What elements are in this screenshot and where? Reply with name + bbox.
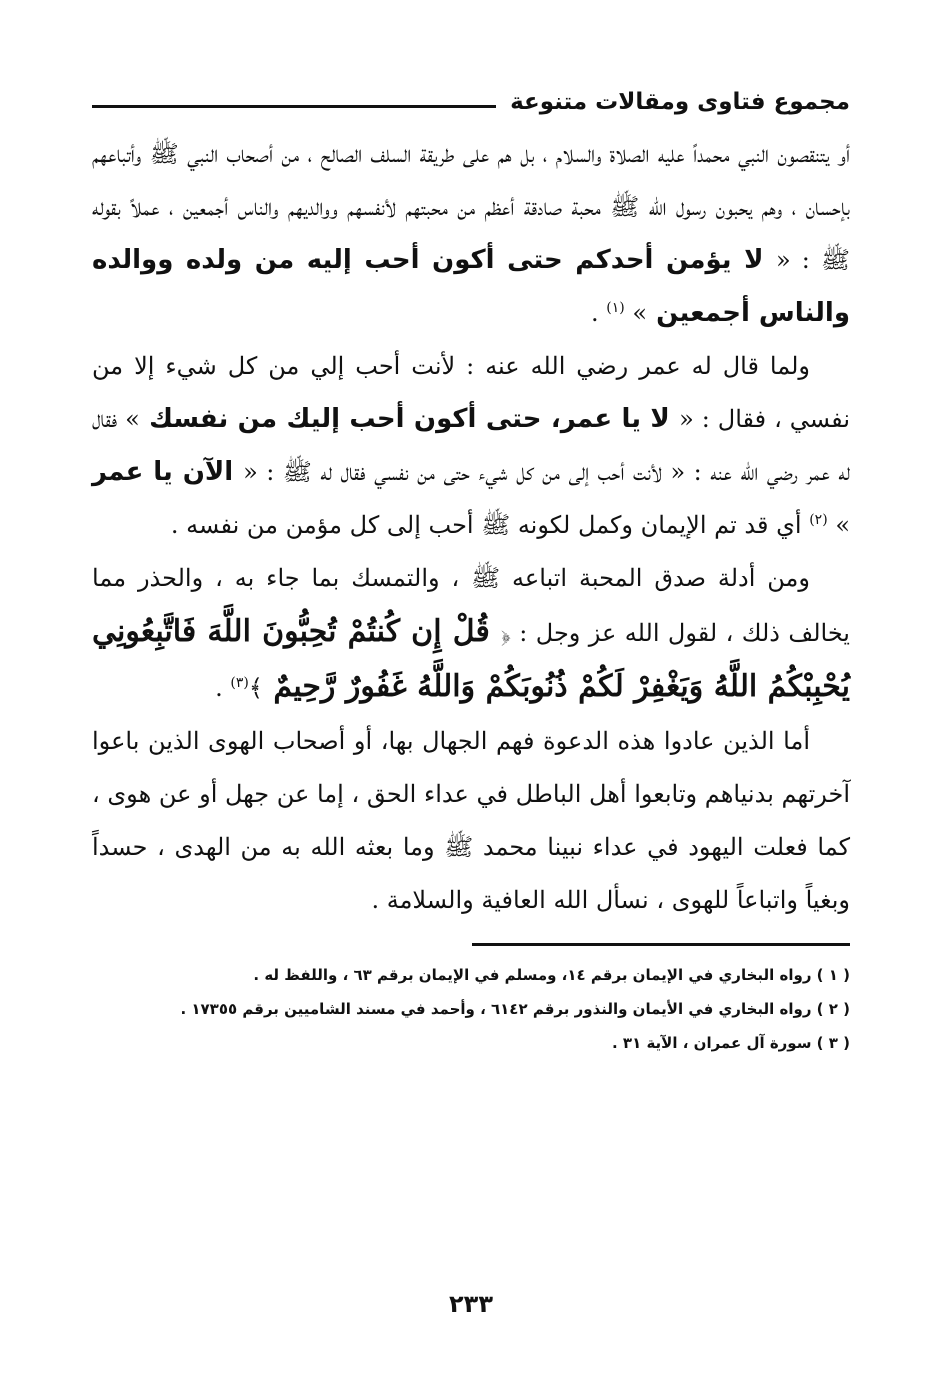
verse-close: ﴾ (248, 674, 263, 702)
paragraph-4-text: أما الذين عادوا هذه الدعوة فهم الجهال بها، أو أصحاب الهوى الذين باعوا آخرتهم بدنياهم وتابعوا أهل الباطل في عداء الحق ، إما عن جهل أو عن هوى ، كما فعلت اليهود في عداء نبينا محمد ﷺ وما بعثه الله به من الهدى ، حسداً وبغياً واتباعاً للهوى ، نسأل الله العافية والسلامة . (92, 727, 850, 914)
paragraph-3 (92, 552, 850, 715)
footnotes (92, 958, 850, 1060)
paragraph-2-end: أي قد تم الإيمان وكمل لكونه ﷺ أحب إلى كل مؤمن من نفسه . (170, 511, 810, 539)
paragraph-3-end: . (215, 674, 231, 702)
paragraph-2-text: ولما قال له عمر رضي الله عنه : لأنت أحب إلي من كل شيء إلا من نفسي ، فقال : « (92, 352, 850, 433)
quote-close-2: » (835, 511, 850, 539)
page-number: ٢٣٣ (449, 1290, 493, 1318)
paragraph-1-text: أو يتنقصون النبي محمداً عليه الصلاة والسلام ، بل هم على طريقة السلف الصالح ، من أصحاب النبي ﷺ وأتباعهم بإحسان ، وهم يحبون رسول الله ﷺ محبة صادقة أعظم من محبتهم لأنفسهم ووالديهم والناس أجمعين ، عملاً بقوله ﷺ : « (92, 140, 851, 274)
running-title: مجموع فتاوى ومقالات متنوعة (510, 89, 850, 115)
hadith-quote-1: لا يؤمن أحدكم حتى أكون أحب إليه من ولده ووالده والناس أجمعين (92, 245, 850, 328)
footnote-2: ( ٢ ) رواه البخاري في الأيمان والنذور برقم ٦١٤٢ ، وأحمد في مسند الشاميين برقم ١٧٣٥٥ . (180, 1000, 850, 1018)
hadith-quote-2: لا يا عمر، حتى أكون أحب إليك من نفسك (139, 404, 680, 434)
hadith-quote-3: الآن يا عمر (92, 457, 244, 487)
main-text (92, 128, 850, 927)
header-rule (92, 105, 496, 108)
quote-close-1: » (632, 299, 648, 327)
paragraph-1 (92, 128, 850, 340)
paragraph-3-text: ومن أدلة صدق المحبة اتباعه ﷺ ، والتمسك بما جاء به ، والحذر مما يخالف ذلك ، لقول الله عز وجل : ﴿ (92, 564, 850, 647)
book-page (92, 70, 850, 1350)
footnote-ref-1[interactable]: (١) (606, 300, 625, 316)
paragraph-1-end: . (590, 299, 607, 327)
footnote-separator (472, 943, 850, 946)
footnote-3: ( ٣ ) سورة آل عمران ، الآية ٣١ . (612, 1034, 850, 1052)
footnote-1: ( ١ ) رواه البخاري في الإيمان برقم ١٤، ومسلم في الإيمان برقم ٦٣ ، واللفظ له . (253, 966, 850, 984)
quran-verse: قُلْ إِن كُنتُمْ تُحِبُّونَ اللَّهَ فَاتَّبِعُونِي يُحْبِبْكُمُ اللَّهُ وَيَغْفِرْ لَكُمْ ذُنُوبَكُمْ وَاللَّهُ غَفُورٌ رَّحِيمٌ (92, 614, 850, 704)
footnote-ref-2[interactable]: (٢) (809, 512, 828, 528)
paragraph-4 (92, 715, 850, 927)
paragraph-2-mid: » فقال له عمر رضي الله عنه : « لأنت أحب إلى من كل شيء حتى من نفسي فقال له ﷺ : « (92, 405, 851, 486)
paragraph-2 (92, 340, 850, 552)
running-header (92, 70, 850, 114)
footnote-ref-3[interactable]: (٣) (230, 675, 249, 691)
